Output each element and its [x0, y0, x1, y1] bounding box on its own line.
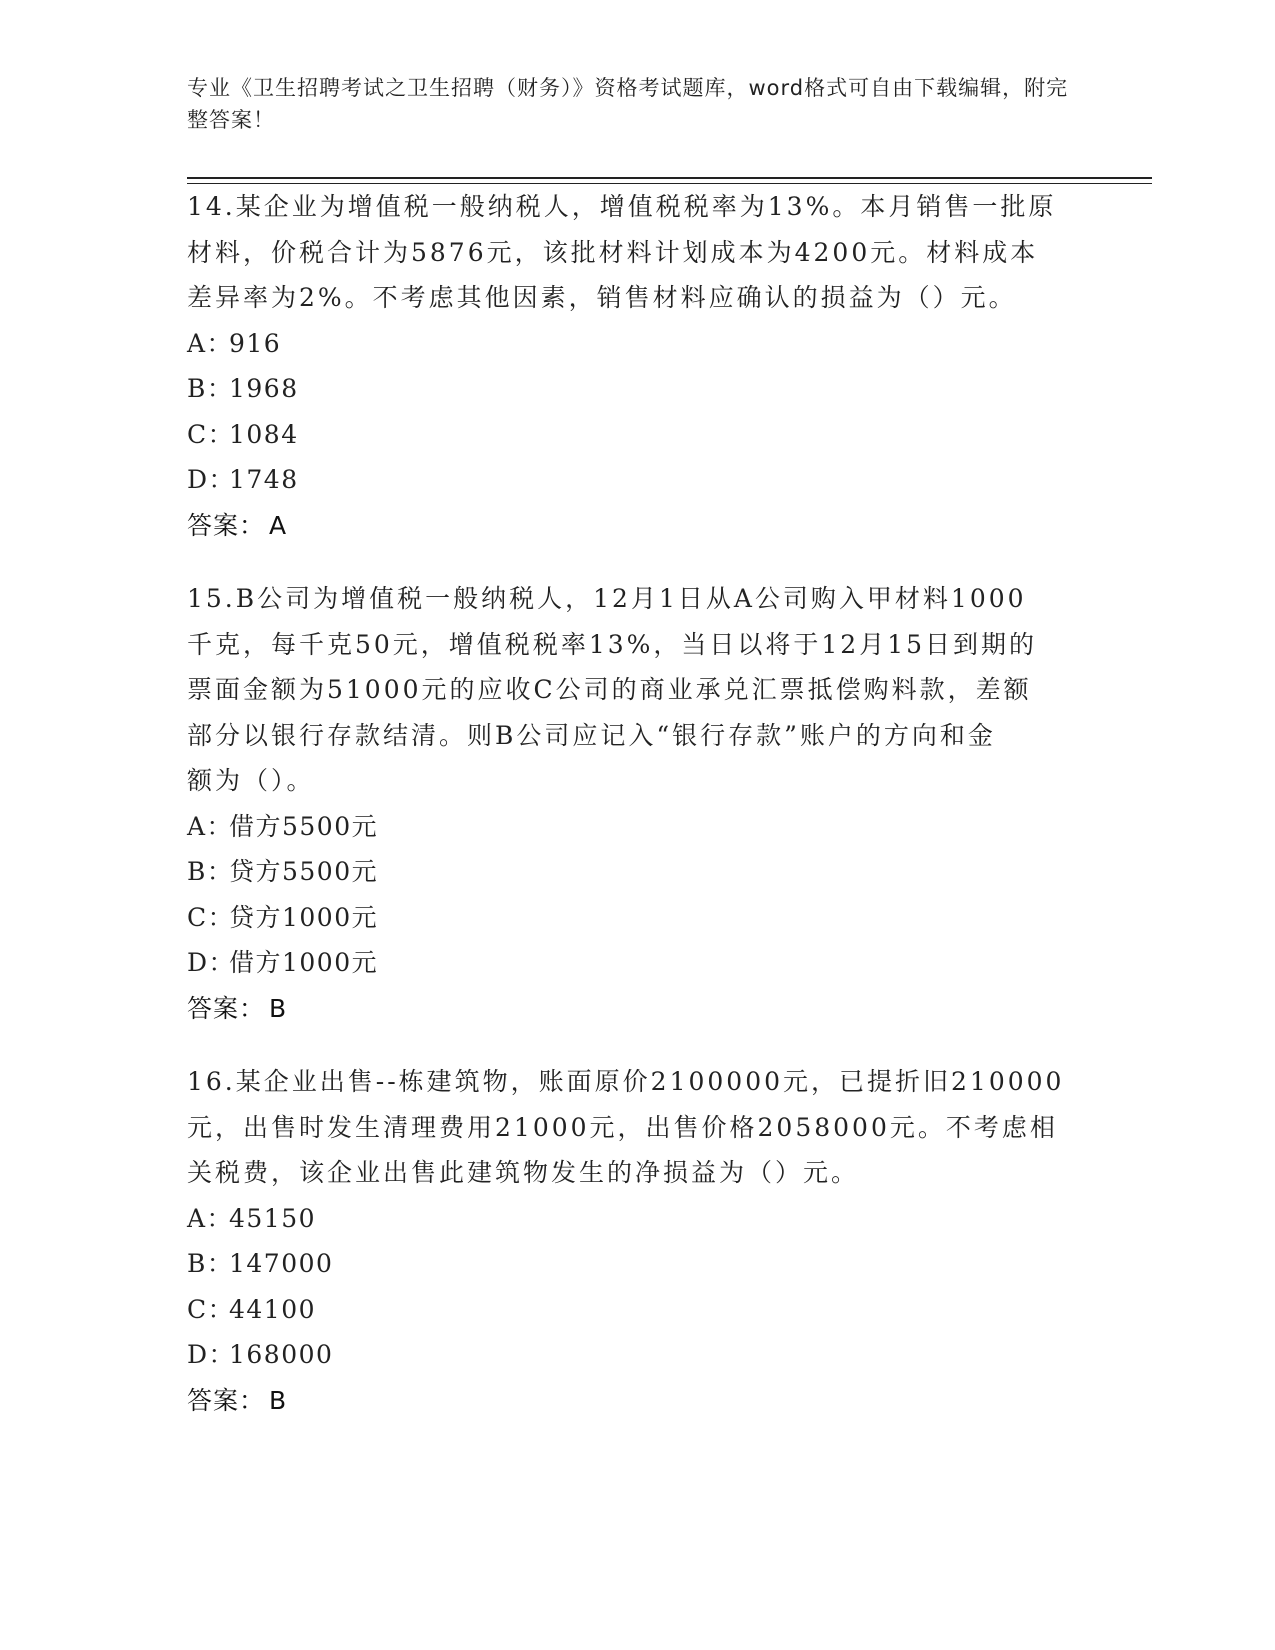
- option-c: [187, 895, 1067, 941]
- answer-label: 答案：: [187, 1385, 266, 1415]
- question-stem-line: 千克，每千克50元，增值税税率13%，当日以将于12月15日到期的: [187, 629, 1038, 659]
- document-header: 专业《卫生招聘考试之卫生招聘（财务）》资格考试题库，word格式可自由下载编辑，附完整答案！: [187, 76, 1069, 132]
- option-b: [187, 849, 1067, 895]
- option-text: 147000: [229, 1249, 334, 1278]
- option-label: D：: [187, 948, 236, 977]
- option-text: 168000: [229, 1340, 334, 1369]
- option-label: D：: [187, 465, 236, 494]
- question-stem-line: 14.某企业为增值税一般纳税人，增值税税率为13%。本月销售一批原: [187, 192, 1057, 221]
- question-stem-line: 元，出售时发生清理费用21000元，出售价格2058000元。不考虑相: [187, 1112, 1058, 1142]
- answer-line: [187, 986, 1067, 1032]
- question-stem-line: 票面金额为51000元的应收C公司的商业承兑汇票抵偿购料款，差额: [187, 675, 1032, 704]
- question-number: 15.: [187, 584, 236, 613]
- option-label: A：: [187, 811, 234, 841]
- option-c: [187, 1287, 1067, 1333]
- question-16: [187, 1059, 1067, 1423]
- option-b: [187, 366, 1067, 412]
- question-stem-line: 材料，价税合计为5876元，该批材料计划成本为4200元。材料成本: [187, 237, 1039, 267]
- option-label: B：: [187, 857, 234, 886]
- option-b: [187, 1241, 1067, 1287]
- option-text: 贷方1000元: [229, 902, 379, 932]
- option-a: [187, 321, 1067, 367]
- option-label: D：: [187, 1340, 236, 1369]
- option-text: 1748: [229, 465, 299, 494]
- option-a: [187, 1196, 1067, 1242]
- option-label: C：: [187, 1294, 235, 1324]
- question-stem-line: 16.某企业出售--栋建筑物，账面原价2100000元，已提折旧210000: [187, 1067, 1065, 1096]
- question-stem-line: 额为（）。: [187, 766, 315, 795]
- header-divider-thick: [187, 177, 1152, 179]
- option-text: 1084: [229, 419, 299, 449]
- question-stem-line: 差异率为2%。不考虑其他因素，销售材料应确认的损益为（）元。: [187, 283, 1017, 312]
- option-text: 借方1000元: [229, 948, 379, 977]
- option-text: 1968: [229, 374, 299, 403]
- answer-line: [187, 503, 1067, 549]
- option-d: [187, 940, 1067, 986]
- option-label: C：: [187, 902, 235, 932]
- option-text: 44100: [229, 1294, 317, 1324]
- answer-value: B: [269, 993, 288, 1023]
- option-label: A：: [187, 328, 234, 358]
- answer-value: A: [269, 510, 288, 540]
- option-a: [187, 804, 1067, 850]
- answer-label: 答案：: [187, 993, 266, 1023]
- answer-value: B: [269, 1385, 288, 1415]
- option-label: C：: [187, 419, 235, 449]
- option-text: 45150: [229, 1203, 317, 1233]
- option-c: [187, 412, 1067, 458]
- question-14: [187, 184, 1067, 548]
- option-label: B：: [187, 374, 234, 403]
- question-stem-line: 关税费，该企业出售此建筑物发生的净损益为（）元。: [187, 1158, 860, 1187]
- question-stem-line: 15.B公司为增值税一般纳税人，12月1日从A公司购入甲材料1000: [187, 584, 1027, 613]
- option-text: 916: [229, 328, 282, 358]
- answer-line: [187, 1378, 1067, 1424]
- question-15: [187, 576, 1067, 1031]
- option-text: 贷方5500元: [229, 857, 379, 886]
- option-d: [187, 457, 1067, 503]
- option-d: [187, 1332, 1067, 1378]
- option-text: 借方5500元: [229, 811, 379, 841]
- question-number: 14.: [187, 192, 236, 221]
- option-label: A：: [187, 1203, 234, 1233]
- question-number: 16.: [187, 1067, 236, 1096]
- answer-label: 答案：: [187, 510, 266, 540]
- question-stem-line: 部分以银行存款结清。则B公司应记入“银行存款”账户的方向和金: [187, 720, 996, 750]
- option-label: B：: [187, 1249, 234, 1278]
